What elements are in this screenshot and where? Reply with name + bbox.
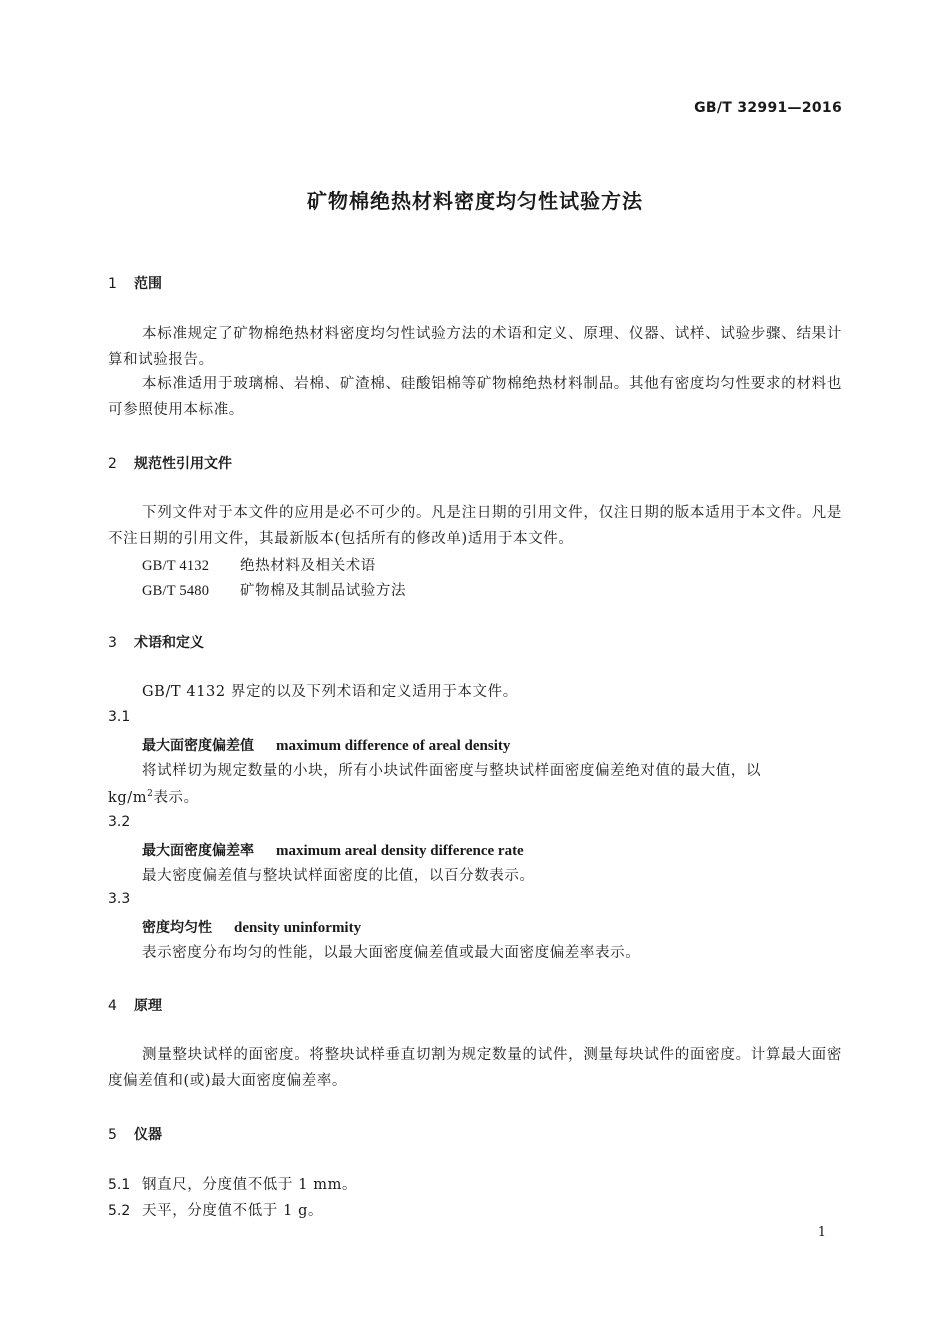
- unit-superscript: 2: [147, 789, 154, 800]
- apparatus-item: [108, 1199, 323, 1220]
- item-number: 5.2: [108, 1203, 131, 1219]
- term-chinese: 密度均匀性: [142, 920, 212, 936]
- apparatus-item: [108, 1173, 357, 1194]
- section-number: 5: [108, 1127, 117, 1143]
- section-5-heading: [108, 1124, 162, 1144]
- section-4-paragraph-1: 测量整块试样的面密度。将整块试样垂直切割为规定数量的试件，测量每块试件的面密度。计算最大面密度偏差值和(或)最大面密度偏差率。: [108, 1047, 842, 1089]
- section-1-paragraph-1: 本标准规定了矿物棉绝热材料密度均匀性试验方法的术语和定义、原理、仪器、试样、试验步骤、结果计算和试验报告。: [108, 326, 842, 368]
- term-english: maximum areal density difference rate: [276, 843, 524, 859]
- section-number: 1: [108, 276, 117, 292]
- term-definition: 最大密度偏差值与整块试样面密度的比值，以百分数表示。: [142, 868, 535, 884]
- unit-text: kg/m: [108, 790, 148, 806]
- term-definition: 表示密度分布均匀的性能，以最大面密度偏差值或最大面密度偏差率表示。: [142, 945, 641, 961]
- reference-code: GB/T 4132: [142, 558, 210, 574]
- term-number: 3.3: [108, 891, 131, 907]
- item-text: 天平，分度值不低于 1 g。: [142, 1203, 324, 1219]
- page-number: 1: [817, 1225, 826, 1240]
- reference-title: 矿物棉及其制品试验方法: [240, 583, 407, 599]
- term-number: 3.2: [108, 814, 131, 830]
- section-title: 范围: [134, 276, 162, 292]
- section-number: 4: [108, 998, 117, 1014]
- reference-title: 绝热材料及相关术语: [240, 558, 376, 574]
- reference-item: [142, 579, 406, 600]
- definition-ending: 表示。: [153, 790, 199, 806]
- section-title: 仪器: [134, 1127, 162, 1143]
- term-english: maximum difference of areal density: [276, 738, 511, 754]
- section-number: 2: [108, 456, 117, 472]
- term-english: density uninformity: [234, 920, 362, 936]
- section-title: 术语和定义: [134, 635, 204, 651]
- section-3-intro: GB/T 4132 界定的以及下列术语和定义适用于本文件。: [142, 684, 518, 700]
- section-2-heading: [108, 453, 232, 473]
- term-heading: [142, 840, 524, 860]
- section-1-paragraph-2: 本标准适用于玻璃棉、岩棉、矿渣棉、硅酸铝棉等矿物棉绝热材料制品。其他有密度均匀性要求的材料也可参照使用本标准。: [108, 376, 842, 418]
- reference-code: GB/T 5480: [142, 583, 210, 599]
- term-heading: [142, 735, 510, 755]
- standard-code: GB/T 32991—2016: [694, 100, 842, 116]
- term-number: 3.1: [108, 709, 131, 725]
- term-chinese: 最大面密度偏差率: [142, 843, 254, 859]
- term-chinese: 最大面密度偏差值: [142, 738, 254, 754]
- section-1-heading: [108, 273, 162, 293]
- section-number: 3: [108, 635, 117, 651]
- term-definition-continuation: [108, 786, 199, 807]
- section-4-heading: [108, 995, 162, 1015]
- section-3-heading: [108, 632, 204, 652]
- document-title: 矿物棉绝热材料密度均匀性试验方法: [307, 189, 643, 213]
- item-number: 5.1: [108, 1177, 131, 1193]
- section-title: 原理: [134, 998, 162, 1014]
- section-title: 规范性引用文件: [134, 456, 232, 472]
- section-2-paragraph-1: 下列文件对于本文件的应用是必不可少的。凡是注日期的引用文件，仅注日期的版本适用于本文件。凡是不注日期的引用文件，其最新版本(包括所有的修改单)适用于本文件。: [108, 505, 842, 547]
- term-heading: [142, 917, 361, 937]
- item-text: 钢直尺，分度值不低于 1 mm。: [142, 1177, 358, 1193]
- reference-item: [142, 554, 376, 575]
- term-definition: 将试样切为规定数量的小块，所有小块试件面密度与整块试样面密度偏差绝对值的最大值，以: [142, 763, 762, 779]
